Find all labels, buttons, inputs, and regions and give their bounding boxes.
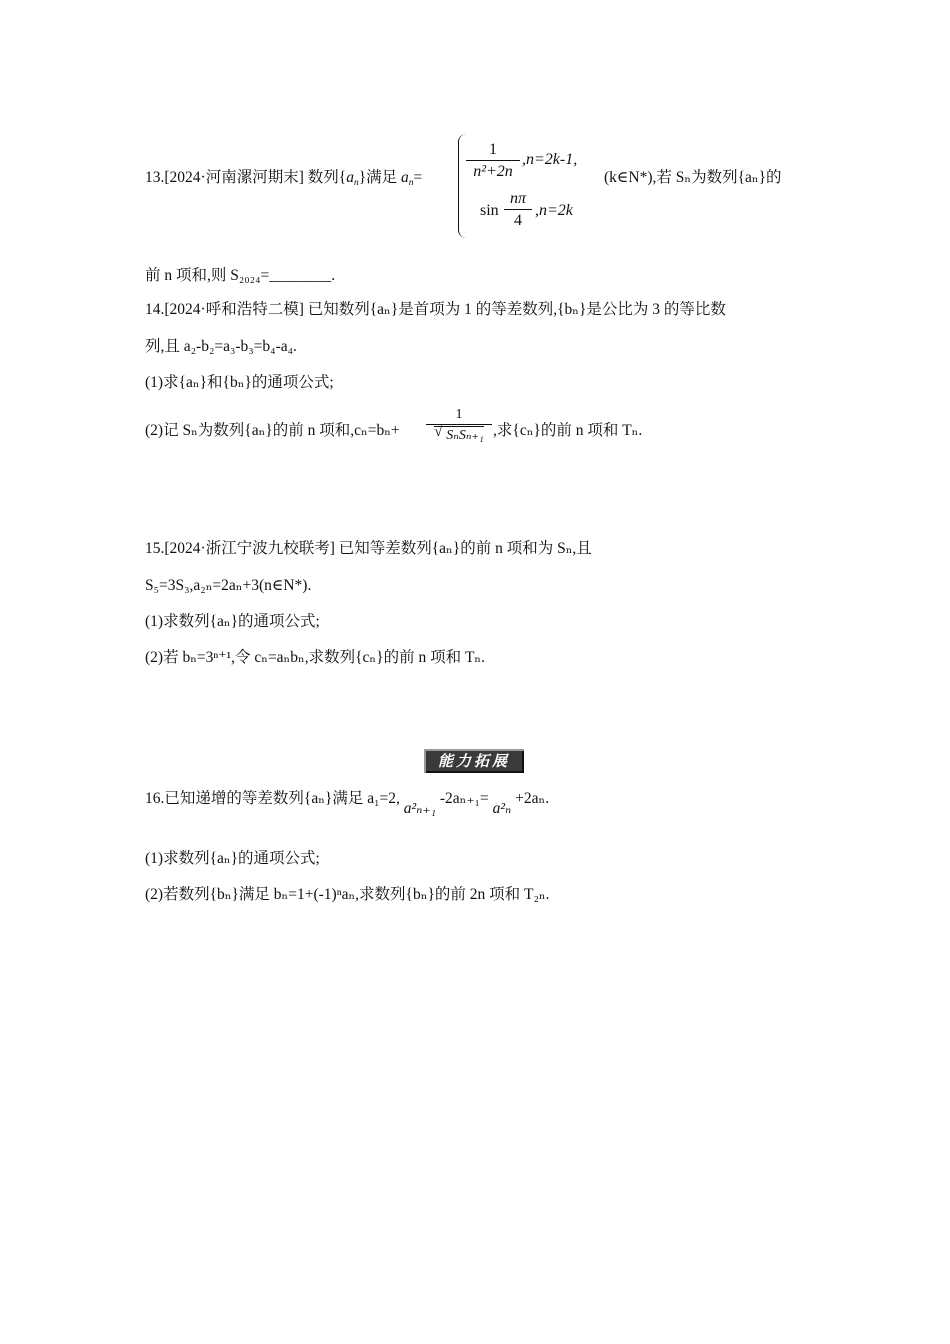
- q14-part2-text: (2)记 Sₙ为数列{aₙ}的前 n 项和,cₙ=bₙ+: [145, 422, 400, 439]
- fraction-numerator: 1: [455, 407, 463, 422]
- q15-line1: 15.[2024·浙江宁波九校联考] 已知等差数列{aₙ}的前 n 项和为 Sₙ,且: [145, 540, 592, 557]
- section-badge: 能力拓展: [424, 749, 524, 773]
- q16-part2: (2)若数列{bₙ}满足 bₙ=1+(-1)ⁿaₙ,求数列{bₙ}的前 2n 项和 T₂ₙ.: [145, 886, 550, 903]
- q15-line2: S₅=3S₃,a₂ₙ=2aₙ+3(n∈N*).: [145, 577, 312, 594]
- q13-case2-sin: sin: [480, 202, 499, 219]
- q16-line1: [145, 789, 550, 817]
- radical-sign: [434, 426, 484, 444]
- q13-case1-condition: ,n=2k-1,: [522, 151, 578, 168]
- q15-part2: (2)若 bₙ=3ⁿ⁺¹,令 cₙ=aₙbₙ,求数列{cₙ}的前 n 项和 Tₙ.: [145, 649, 485, 666]
- q14-fraction: [426, 406, 492, 447]
- q16-squared-term: a²ₙ₊₁: [403, 800, 436, 817]
- fraction-numerator: 1: [489, 141, 497, 158]
- q16-squared-term: a²ₙ: [492, 800, 512, 817]
- q16-text: 16.已知递增的等差数列{aₙ}满足 a₁=2,: [145, 790, 400, 807]
- fraction-numerator: nπ: [509, 190, 526, 207]
- q13-case1-fraction: [466, 140, 520, 183]
- q13-line2: 前 n 项和,则 S₂₀₂₄=________.: [145, 267, 336, 284]
- q16-text: -2aₙ₊₁=: [439, 790, 489, 807]
- q13-line1: 13.[2024·河南漯河期末] 数列$\{a_n\}$满足 $a_n=$: [145, 169, 423, 188]
- q13-text: 数列{: [303, 169, 347, 186]
- q13-case2-fraction: [504, 189, 532, 232]
- q13-source: 13.[2024·河南漯河期末]: [145, 169, 304, 186]
- fraction-denominator: 4: [504, 209, 532, 232]
- q14-part1: (1)求{aₙ}和{bₙ}的通项公式;: [145, 374, 334, 391]
- q14-part2-tail: ,求{cₙ}的前 n 项和 Tₙ.: [493, 422, 643, 439]
- q14-line2: 列,且 a₂-b₂=a₃-b₃=b₄-a₄.: [145, 338, 297, 355]
- q16-text: +2aₙ.: [515, 790, 550, 807]
- q16-part1: (1)求数列{aₙ}的通项公式;: [145, 850, 320, 867]
- q13-text: }满足: [358, 169, 402, 186]
- q13-case2-condition: ,n=2k: [535, 202, 573, 219]
- fraction-denominator: n²+2n: [466, 160, 520, 183]
- q14-line1: 14.[2024·呼和浩特二模] 已知数列{aₙ}是首项为 1 的等差数列,{bₙ}是公比为 3 的等比数: [145, 301, 726, 318]
- fraction-denominator: [426, 424, 492, 447]
- radicand: SₙSₙ₊₁: [446, 428, 484, 443]
- q13-tail: (k∈N*),若 Sₙ为数列{aₙ}的: [604, 169, 782, 186]
- q15-part1: (1)求数列{aₙ}的通项公式;: [145, 613, 320, 630]
- q14-part2: [145, 421, 400, 441]
